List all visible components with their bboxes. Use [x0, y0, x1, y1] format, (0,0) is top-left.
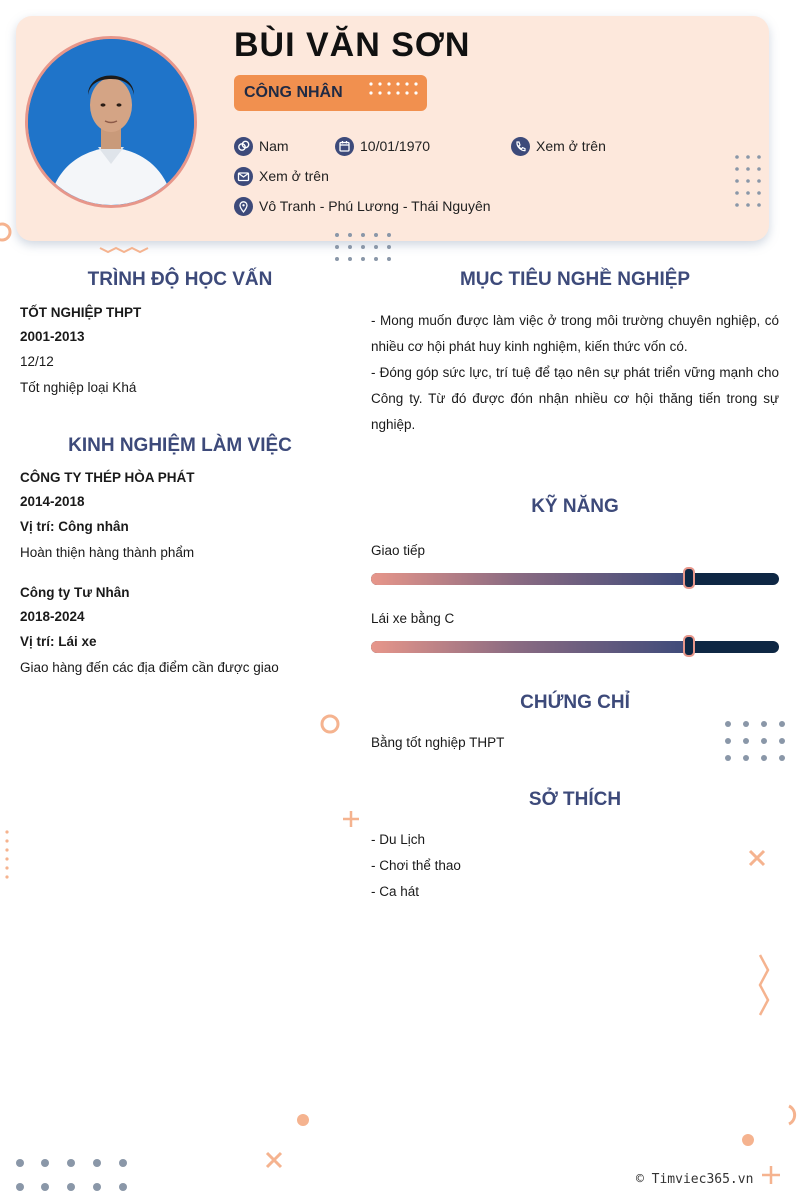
job-company: Công ty Tư Nhân: [20, 585, 130, 600]
hobby-item: - Ca hát: [371, 884, 420, 899]
objective-paragraph: - Đóng góp sức lực, trí tuệ để tạo nên sự phát triển vững mạnh cho Công ty. Từ đó được đón nhận nhiều cơ hội thăng tiến trong sự nghiệp.: [371, 365, 779, 432]
education-school: TỐT NGHIỆP THPT: [20, 305, 142, 320]
job-years: 2018-2024: [20, 609, 85, 624]
footer-copyright: © Timviec365.vn: [636, 1172, 754, 1187]
job-company: CÔNG TY THÉP HÒA PHÁT: [20, 470, 195, 485]
experience-title: KINH NGHIỆM LÀM VIỆC: [68, 435, 292, 456]
skill-name: Giao tiếp: [371, 543, 426, 558]
job-position: Vị trí: Lái xe: [20, 634, 97, 649]
education-grade: 12/12: [20, 354, 54, 369]
hobbies-title: SỞ THÍCH: [528, 789, 622, 810]
candidate-name: BÙI VĂN SƠN: [234, 26, 471, 64]
gender-value: Nam: [259, 138, 289, 154]
job-description: Hoàn thiện hàng thành phẩm: [20, 545, 195, 560]
job-position: Vị trí: Công nhân: [20, 519, 129, 534]
education-result: Tốt nghiệp loại Khá: [20, 380, 137, 395]
address-value: Vô Tranh - Phú Lương - Thái Nguyên: [259, 198, 491, 214]
certificates-title: CHỨNG CHỈ: [520, 692, 630, 713]
objective-paragraph: - Mong muốn được làm việc ở trong môi trường chuyên nghiệp, có nhiều cơ hội phát huy kinh nghiệm, kiến thức vốn có.: [371, 313, 779, 354]
hobby-item: - Chơi thể thao: [371, 858, 461, 873]
certificate-item: Bằng tốt nghiệp THPT: [371, 735, 505, 750]
education-title: TRÌNH ĐỘ HỌC VẤN: [87, 269, 273, 290]
phone-value: Xem ở trên: [536, 138, 606, 154]
skill-name: Lái xe bằng C: [371, 611, 455, 626]
job-title-text: CÔNG NHÂN: [244, 84, 343, 101]
job-years: 2014-2018: [20, 494, 85, 509]
hobby-item: - Du Lịch: [371, 832, 426, 847]
job-description: Giao hàng đến các địa điểm cần được giao: [20, 660, 279, 675]
education-years: 2001-2013: [20, 329, 85, 344]
birthdate-value: 10/01/1970: [360, 138, 431, 154]
objective-title: MỤC TIÊU NGHỀ NGHIỆP: [459, 269, 691, 290]
skills-title: KỸ NĂNG: [531, 496, 619, 517]
email-value: Xem ở trên: [259, 168, 329, 184]
